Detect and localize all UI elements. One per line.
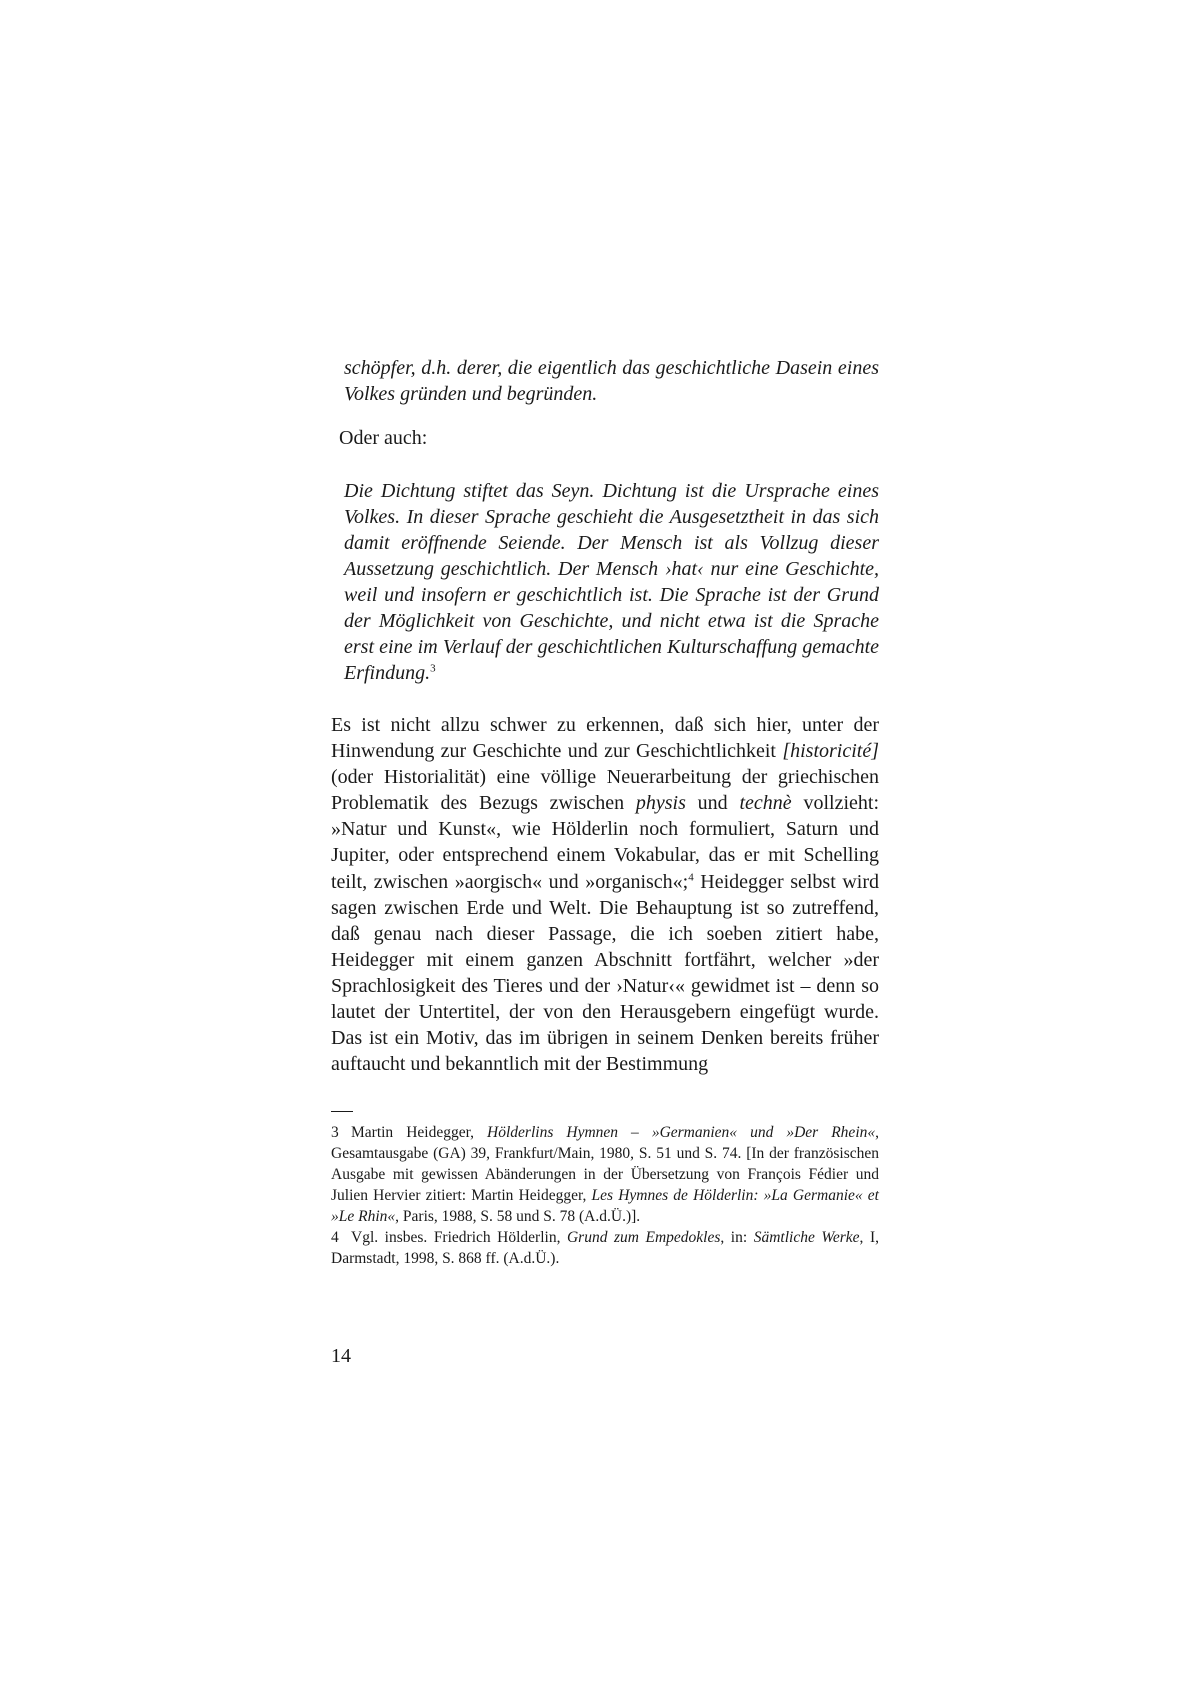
- body-text-segment: vollzieht: »Natur und Kunst«, wie Hölderlin noch formuliert, Saturn und Jupiter, oder entsprechend einem Vokabular, das er mit Schelling teilt, zwischen »aorgisch« und »organisch«;: [331, 792, 880, 893]
- footnote-title: Hölderlins Hymnen – »Germanien« und »Der Rhein«: [487, 1124, 876, 1142]
- footnote-text: Vgl. insbes. Friedrich Hölderlin,: [351, 1229, 567, 1247]
- body-term-historicite: [historicité]: [782, 740, 879, 763]
- transition-text: Oder auch:: [339, 427, 428, 449]
- body-paragraph: [331, 712, 879, 1077]
- body-text-segment: Es ist nicht allzu schwer zu erkennen, daß sich hier, unter der Hinwendung zur Geschichte und zur Geschichtlichkeit: [331, 714, 879, 763]
- footnote-ref-4[interactable]: 4: [688, 870, 694, 883]
- body-term-physis: physis: [635, 792, 686, 815]
- quote-2-text: Die Dichtung stiftet das Seyn. Dichtung ist die Ursprache eines Volkes. In dieser Sprache geschieht die Ausgesetztheit in das sich damit eröffnende Seiende. Der Mensch ist als Vollzug dieser Aussetzung geschichtlich. Der Mensch ›hat‹ nur eine Geschichte, weil und insofern er geschichtlich ist. Die Sprache ist der Grund der Möglichkeit von Geschichte, und nicht etwa ist die Sprache erst eine im Verlauf der geschichtlichen Kulturschaffung gemachte Erfindung.: [344, 480, 879, 684]
- body-term-techne: technè: [739, 792, 792, 815]
- footnote-text: , I, Darmstadt, 1998, S. 868 ff. (A.d.Ü.).: [331, 1229, 879, 1268]
- footnote-text: Martin Heidegger,: [351, 1124, 488, 1142]
- page-content: [331, 355, 879, 1269]
- footnote-number: 3: [331, 1124, 339, 1142]
- page-number: 14: [331, 1345, 351, 1367]
- footnote-number: 4: [331, 1229, 339, 1247]
- body-text-segment: und: [685, 792, 740, 815]
- footnote-title: Sämtliche Werke: [753, 1229, 860, 1247]
- footnote-ref-3[interactable]: 3: [430, 662, 436, 675]
- footnote-title: Grund zum Empedokles: [566, 1229, 721, 1247]
- footnote-text: , in:: [720, 1229, 754, 1247]
- quote-1-text: schöpfer, d.h. derer, die eigentlich das geschichtliche Dasein eines Volkes gründen und begründen.: [344, 357, 879, 405]
- footnote-text: , Paris, 1988, S. 58 und S. 78 (A.d.Ü.)].: [395, 1208, 641, 1226]
- footnote-3: [331, 1122, 879, 1227]
- footnote-text: , Gesamtausgabe (GA) 39, Frankfurt/Main, 1980, S. 51 und S. 74. [In der französischen Ausgabe mit gewissen Abänderungen in der Übersetzung von François Fédier und Julien Hervier zitiert: Martin Heidegger,: [331, 1124, 879, 1205]
- footnote-4: [331, 1227, 879, 1269]
- body-text-segment: (oder Historialität) eine völlige Neuerarbeitung der griechischen Problematik des Bezugs zwischen: [331, 766, 879, 815]
- footnote-separator: [331, 1111, 353, 1112]
- body-text-segment: Heidegger selbst wird sagen zwischen Erde und Welt. Die Behauptung ist so zutreffend, daß genau nach dieser Passage, die ich soeben zitiert habe, Heidegger mit einem ganzen Abschnitt fortfährt, welcher »der Sprachlosigkeit des Tieres und der ›Natur‹« gewidmet ist – denn so lautet der Untertitel, der von den Herausgebern eingefügt wurde. Das ist ein Motiv, das im übrigen in seinem Denken bereits früher auftaucht und bekanntlich mit der Bestimmung: [331, 870, 879, 1076]
- footnote-title: Les Hymnes de Hölderlin: »La Germanie« et »Le Rhin«: [331, 1187, 879, 1226]
- block-quote-2: [344, 478, 879, 686]
- block-quote-1: [344, 355, 879, 407]
